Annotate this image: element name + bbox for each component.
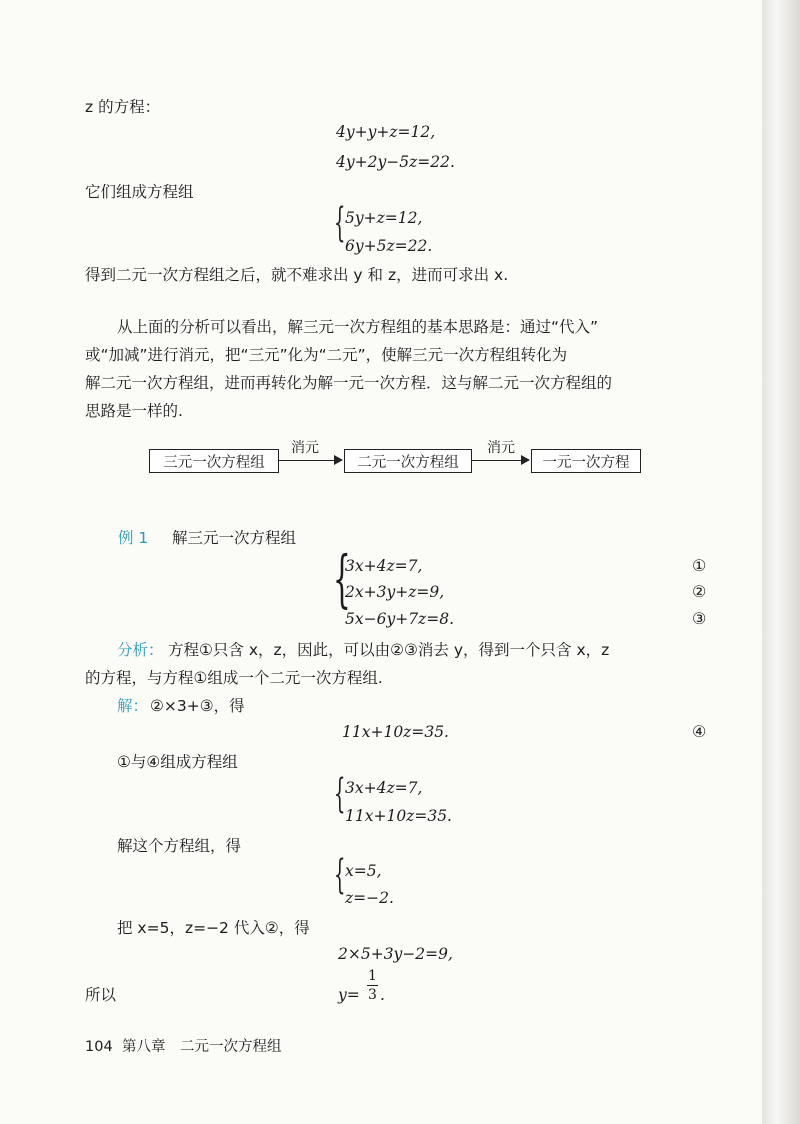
y-lhs: y=: [338, 986, 360, 1004]
flow-arrow-2: [472, 460, 524, 461]
example-title: 解三元一次方程组: [172, 529, 297, 547]
solution-step-3: 解这个方程组，得: [117, 837, 242, 855]
system-brace: {: [334, 200, 346, 246]
flow-box-two-var: 二元一次方程组: [344, 449, 472, 473]
solution-z: z=−2.: [345, 889, 394, 907]
solution-x: x=5,: [345, 862, 382, 880]
solution-label: 解：: [117, 697, 149, 715]
example-eq-a: 3x+4z=7,: [345, 557, 423, 575]
system2-eq-a: 3x+4z=7,: [345, 779, 423, 797]
intro-line-1: z 的方程：: [85, 98, 161, 116]
equation-marker-3: ③: [692, 609, 707, 628]
flow-arrow-label-2: 消元: [487, 440, 515, 456]
system-brace: {: [334, 771, 346, 817]
summary-line-4: 思路是一样的.: [85, 402, 183, 420]
solution-step-1: ②×3+③，得: [150, 697, 245, 715]
fraction-denominator: 3: [368, 987, 377, 1003]
equation-4: 11x+10z=35.: [342, 723, 449, 741]
equation-marker-2: ②: [692, 582, 707, 601]
equation-2: 4y+2y−5z=22.: [336, 153, 455, 171]
example-eq-c: 5x−6y+7z=8.: [345, 610, 454, 628]
system1-eq-b: 6y+5z=22.: [345, 237, 433, 255]
intro-line-2: 它们组成方程组: [85, 183, 194, 201]
page-edge: [762, 0, 800, 1124]
system1-eq-a: 5y+z=12,: [345, 209, 423, 227]
flow-arrow-label-1: 消元: [291, 440, 319, 456]
equation-marker-4: ④: [692, 722, 707, 741]
summary-line-1: 从上面的分析可以看出，解三元一次方程组的基本思路是：通过“代入”: [117, 318, 599, 336]
analysis-label: 分析：: [117, 641, 164, 659]
summary-line-3: 解二元一次方程组，进而再转化为解一元一次方程．这与解二元一次方程组的: [85, 374, 613, 392]
flow-box-three-var: 三元一次方程组: [149, 449, 279, 473]
example-label: 例 1: [118, 529, 149, 547]
solution-step-5: 所以: [85, 986, 117, 1004]
fraction: [367, 968, 378, 1003]
summary-line-2: 或“加减”进行消元，把“三元”化为“二元”，使解三元一次方程组转化为: [85, 346, 568, 364]
equation-5: 2×5+3y−2=9,: [338, 945, 453, 963]
flow-arrow-1: [279, 460, 337, 461]
page-number: 104: [85, 1039, 113, 1055]
flow-box-one-var: 一元一次方程: [531, 449, 641, 473]
solution-step-4: 把 x=5，z=−2 代入②，得: [117, 919, 310, 937]
analysis-line-2: 的方程，与方程①组成一个二元一次方程组.: [85, 669, 383, 687]
arrow-right-icon: [334, 455, 343, 465]
system2-eq-b: 11x+10z=35.: [345, 807, 452, 825]
intro-line-3: 得到二元一次方程组之后，就不难求出 y 和 z，进而可求出 x.: [85, 266, 509, 284]
fraction-bar: [367, 985, 378, 986]
chapter-title: 第八章 二元一次方程组: [122, 1039, 282, 1055]
equation-marker-1: ①: [692, 556, 707, 575]
equation-1: 4y+y+z=12,: [336, 123, 436, 141]
arrow-right-icon: [521, 455, 530, 465]
system-brace: {: [333, 542, 351, 615]
example-eq-b: 2x+3y+z=9,: [345, 583, 445, 601]
analysis-line-1: 方程①只含 x，z，因此，可以由②③消去 y，得到一个只含 x，z: [168, 641, 610, 659]
solution-step-2: ①与④组成方程组: [117, 753, 238, 771]
fraction-numerator: 1: [368, 968, 377, 984]
system-brace: {: [334, 852, 346, 898]
y-period: .: [380, 986, 385, 1004]
